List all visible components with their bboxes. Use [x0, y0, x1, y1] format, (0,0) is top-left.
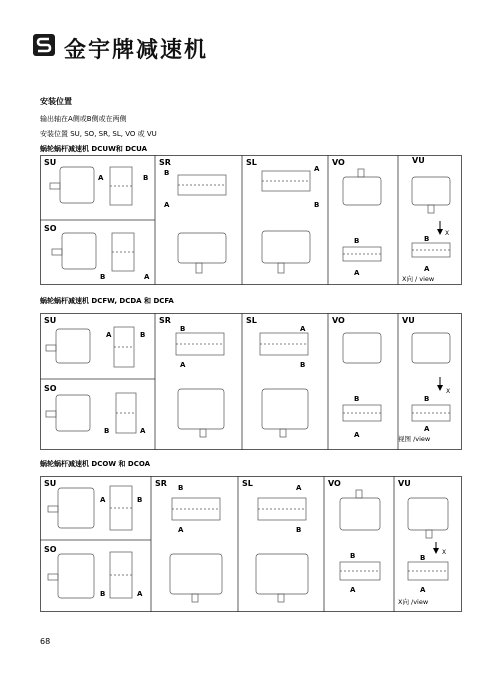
- side-label-b: B: [178, 484, 184, 492]
- page-number: 68: [40, 637, 51, 646]
- panel-label-vo: VO: [328, 479, 341, 488]
- view-arrow-icon: [437, 385, 443, 391]
- panel-label-vo: VO: [332, 316, 345, 325]
- panel-label-so: SO: [44, 384, 57, 393]
- panel-label-sl: SL: [242, 479, 253, 488]
- panel-label-su: SU: [44, 158, 57, 167]
- section-2-diagram: [40, 313, 462, 450]
- side-label-b: B: [424, 235, 430, 243]
- side-label-b: B: [350, 552, 356, 560]
- panel-label-vu: VU: [412, 156, 425, 165]
- view-note: 视图 /view: [398, 435, 431, 443]
- side-label-b: B: [420, 554, 426, 562]
- side-label-a: A: [354, 269, 360, 277]
- panel-label-so: SO: [44, 545, 57, 554]
- side-label-b: B: [137, 496, 143, 504]
- panel-label-vu: VU: [398, 479, 411, 488]
- section-3-title: 蜗轮蜗杆减速机 DCOW 和 DCOA: [40, 460, 151, 468]
- view-note: X向 /view: [398, 598, 429, 606]
- side-label-b: B: [354, 237, 360, 245]
- view-arrow-icon: [437, 229, 443, 235]
- panel-label-sr: SR: [155, 479, 167, 488]
- panel-label-sl: SL: [246, 158, 257, 167]
- section-1-diagram: [40, 155, 462, 285]
- side-label-a: A: [424, 265, 430, 273]
- side-label-a: A: [98, 174, 104, 182]
- side-label-a: A: [314, 165, 320, 173]
- side-label-a: A: [350, 586, 356, 594]
- panel-label-su: SU: [44, 316, 57, 325]
- side-label-b: B: [296, 526, 302, 534]
- section-2-title: 蜗轮蜗杆减速机 DCFW, DCDA 和 DCFA: [40, 297, 174, 305]
- x-mark: X: [442, 549, 447, 556]
- side-label-a: A: [178, 526, 184, 534]
- brand-title: 金宇牌减速机: [64, 38, 209, 63]
- side-label-b: B: [314, 201, 320, 209]
- side-label-b: B: [104, 427, 110, 435]
- side-label-a: A: [424, 425, 430, 433]
- side-label-a: A: [144, 273, 150, 281]
- section-heading: 安装位置: [40, 97, 72, 106]
- view-note: X向 / view: [402, 275, 435, 283]
- s-logo-icon: [33, 34, 55, 56]
- x-mark: X: [445, 230, 450, 237]
- side-label-b: B: [424, 395, 430, 403]
- side-label-a: A: [100, 496, 106, 504]
- panel-label-sr: SR: [159, 158, 171, 167]
- instruction-line-2: 安装位置 SU, SO, SR, SL, VO 或 VU: [40, 130, 157, 138]
- panel-label-vo: VO: [332, 158, 345, 167]
- panel-label-vu: VU: [402, 316, 415, 325]
- panel-label-su: SU: [44, 479, 57, 488]
- side-label-a: A: [180, 361, 186, 369]
- side-label-b: B: [140, 331, 146, 339]
- side-label-b: B: [100, 273, 106, 281]
- panel-label-sl: SL: [246, 316, 257, 325]
- side-label-b: B: [164, 169, 170, 177]
- side-label-a: A: [300, 325, 306, 333]
- side-label-b: B: [100, 590, 106, 598]
- side-label-a: A: [420, 586, 426, 594]
- panel-label-sr: SR: [159, 316, 171, 325]
- instruction-line-1: 输出轴在A侧或B侧或在两侧: [40, 115, 127, 123]
- side-label-b: B: [180, 325, 186, 333]
- side-label-a: A: [296, 484, 302, 492]
- side-label-a: A: [137, 590, 143, 598]
- side-label-b: B: [354, 395, 360, 403]
- side-label-b: B: [143, 174, 149, 182]
- side-label-a: A: [140, 427, 146, 435]
- section-1-title: 蜗轮蜗杆减速机 DCUW和 DCUA: [40, 145, 148, 153]
- panel-label-so: SO: [44, 224, 57, 233]
- side-label-a: A: [106, 331, 112, 339]
- side-label-a: A: [164, 201, 170, 209]
- x-mark: X: [446, 388, 451, 395]
- side-label-a: A: [354, 431, 360, 439]
- view-arrow-icon: [433, 548, 439, 554]
- section-3-diagram: [40, 476, 462, 612]
- side-label-b: B: [300, 361, 306, 369]
